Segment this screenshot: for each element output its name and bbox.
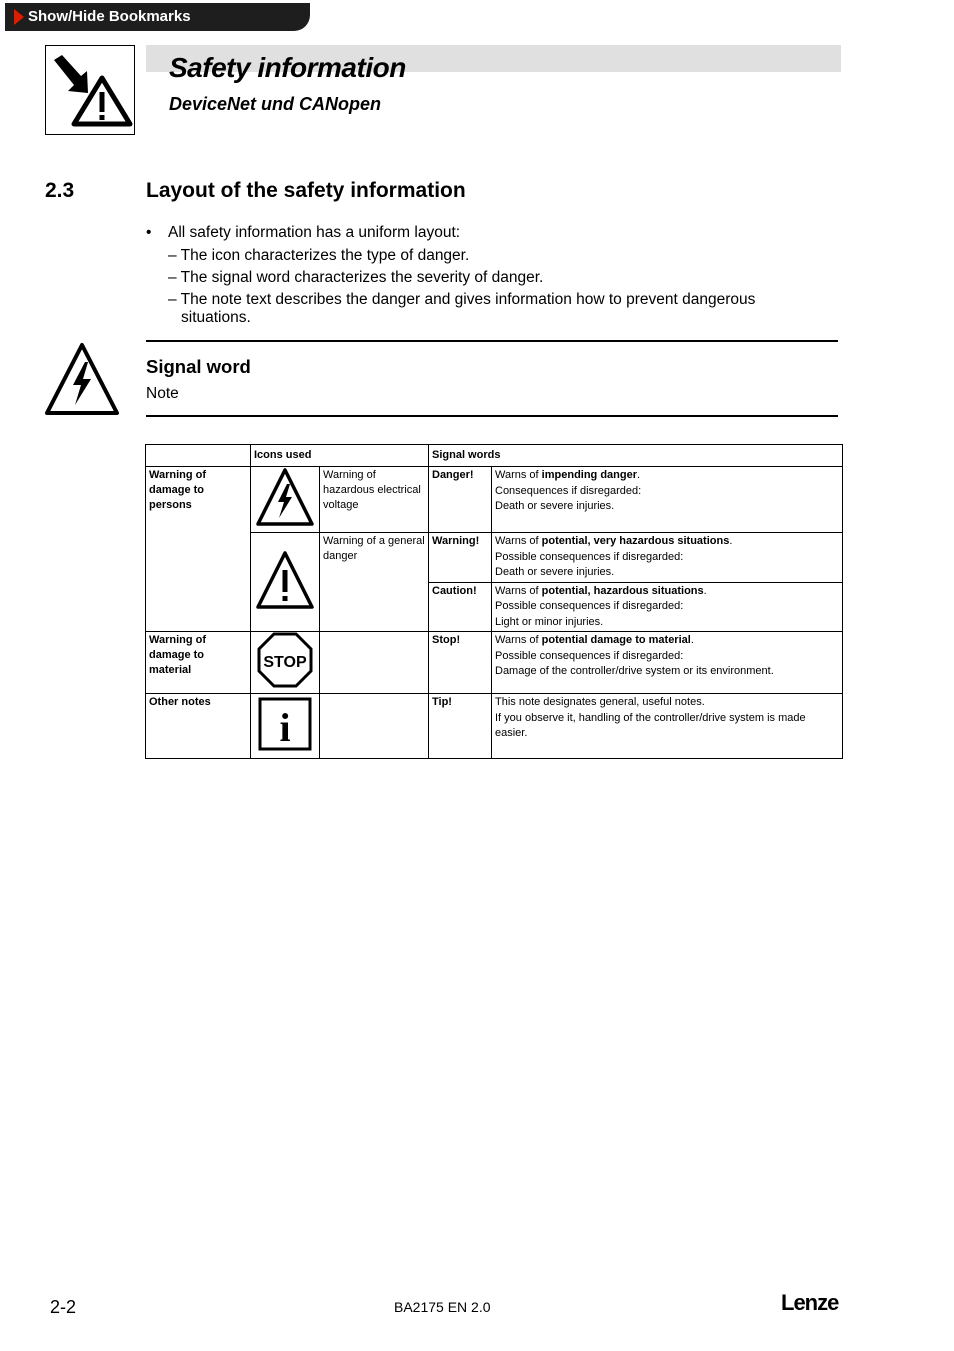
show-hide-bookmarks-button[interactable] [5,3,310,31]
signal-note-text: Note [146,385,179,402]
voltage-warning-icon [255,467,315,527]
bullet-icon: • [146,224,152,241]
general-warning-icon [255,550,315,610]
signal-danger: Danger! [429,467,492,533]
triangle-right-icon [14,9,24,25]
table-row [146,467,843,533]
document-code: BA2175 EN 2.0 [394,1299,491,1315]
table-row [146,694,843,759]
signal-word-title: Signal word [146,356,251,377]
voltage-warning-icon [44,342,120,421]
chapter-icon [45,45,135,135]
divider [146,415,838,417]
stop-sign-icon [257,632,313,688]
page-number: 2-2 [50,1297,77,1317]
svg-text:STOP: STOP [263,654,307,671]
info-icon [257,696,313,752]
intro-item: situations. [181,309,251,326]
icon-label-voltage: Warning of hazardous electrical voltage [320,467,429,533]
stop-icon-cell [251,632,320,694]
signal-warning: Warning! [429,533,492,583]
desc-caution: Warns of potential, hazardous situations. Possible consequences if disregarded: Light or minor injuries. [492,582,843,632]
general-icon-cell [251,533,320,632]
section-number: 2.3 [45,179,75,202]
intro-item: – The note text describes the danger and gives information how to prevent dangerous [168,291,756,308]
section-title: Layout of the safety information [146,179,466,202]
table-row [146,533,843,583]
table-row [146,632,843,694]
group-material: Warning of damage to material [146,632,251,694]
page-subtitle: DeviceNet und CANopen [169,94,382,114]
page-title: Safety information [169,52,406,83]
intro-bullet: All safety information has a uniform layout: [168,224,461,241]
header-signal-words: Signal words [429,445,843,467]
signal-tip: Tip! [429,694,492,759]
signal-caution: Caution! [429,582,492,632]
desc-stop: Warns of potential damage to material. Possible consequences if disregarded: Damage of the controller/drive system or its environment. [492,632,843,694]
group-persons: Warning of damage to persons [146,467,251,632]
safety-legend-table [145,444,843,759]
voltage-icon-cell [251,467,320,533]
icon-label-empty [320,694,429,759]
svg-text:i: i [279,704,291,750]
divider [146,340,838,342]
info-icon-cell [251,694,320,759]
brand-logo: Lenze [781,1290,839,1315]
desc-warning: Warns of potential, very hazardous situations. Possible consequences if disregarded: Death or severe injuries. [492,533,843,583]
bookmarks-label: Show/Hide Bookmarks [28,8,191,25]
signal-stop: Stop! [429,632,492,694]
intro-item: – The icon characterizes the type of danger. [168,247,470,264]
icon-label-general: Warning of a general danger [320,533,429,632]
desc-tip: This note designates general, useful notes. If you observe it, handling of the controller/drive system is made easier. [492,694,843,759]
table-header-row [146,445,843,467]
desc-danger: Warns of impending danger. Consequences if disregarded: Death or severe injuries. [492,467,843,533]
group-other: Other notes [146,694,251,759]
icon-label-empty [320,632,429,694]
table-header-empty [146,445,251,467]
arrow-warning-icon [46,46,134,134]
intro-item: – The signal word characterizes the severity of danger. [168,269,544,286]
header-icons-used: Icons used [251,445,429,467]
